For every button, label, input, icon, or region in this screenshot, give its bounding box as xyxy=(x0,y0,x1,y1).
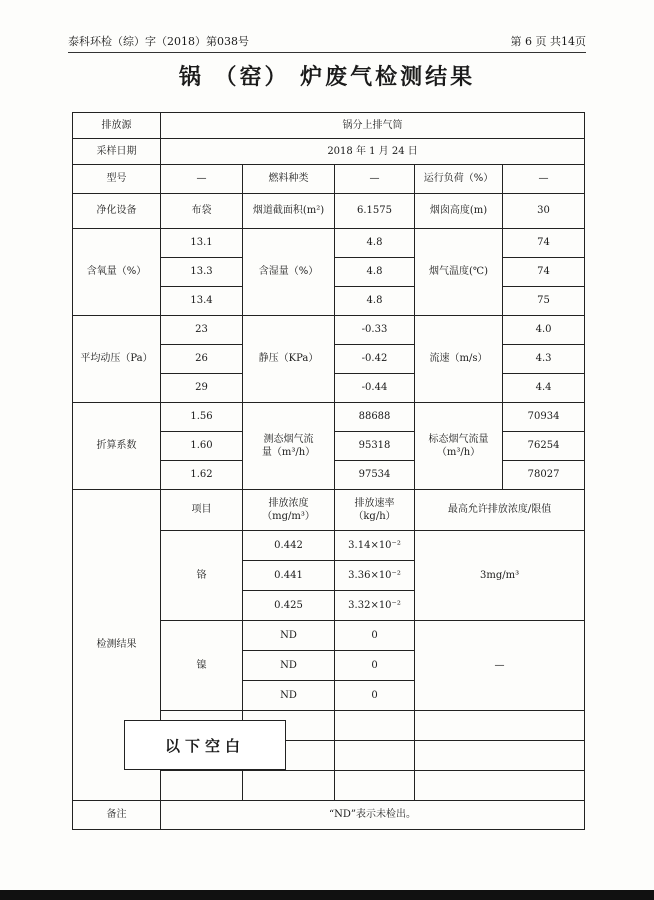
concentration-value: 0.441 xyxy=(243,561,335,591)
moisture-label: 含湿量（%） xyxy=(243,229,335,316)
oxygen-value: 13.1 xyxy=(161,229,243,258)
temp-value: 75 xyxy=(503,287,585,316)
table-row xyxy=(73,490,585,531)
pollutant-name: 铬 xyxy=(161,531,243,621)
measured-flow-label: 测态烟气流量（m³/h） xyxy=(243,403,335,490)
date-value: 2018 年 1 月 24 日 xyxy=(161,139,585,165)
area-label: 烟道截面积(m²) xyxy=(243,194,335,229)
purify-value: 布袋 xyxy=(161,194,243,229)
fuel-label: 燃料种类 xyxy=(243,165,335,194)
table-row xyxy=(73,403,585,432)
page-header xyxy=(68,30,586,53)
rate-header: 排放速率（kg/h） xyxy=(335,490,415,531)
limit-header: 最高允许排放浓度/限值 xyxy=(415,490,585,531)
page-number: 第 6 页 共14页 xyxy=(510,35,586,48)
temp-value: 74 xyxy=(503,229,585,258)
limit-value: 3mg/m³ xyxy=(415,531,585,621)
report-title: 锅 （窑） 炉废气检测结果 xyxy=(178,65,476,90)
rate-value: 0 xyxy=(335,651,415,681)
speed-label: 流速（m/s） xyxy=(415,316,503,403)
standard-flow-label: 标态烟气流量（m³/h） xyxy=(415,403,503,490)
speed-value: 4.0 xyxy=(503,316,585,345)
table-row xyxy=(73,801,585,830)
coefficient-value: 1.62 xyxy=(161,461,243,490)
moisture-value: 4.8 xyxy=(335,287,415,316)
blank-cell xyxy=(415,771,585,801)
rate-value: 3.32×10⁻² xyxy=(335,591,415,621)
rate-value: 3.14×10⁻² xyxy=(335,531,415,561)
limit-value: — xyxy=(415,621,585,711)
remark-value: “ND”表示未检出。 xyxy=(161,801,585,830)
concentration-value: ND xyxy=(243,651,335,681)
blank-cell xyxy=(335,711,415,741)
remark-label: 备注 xyxy=(73,801,161,830)
coefficient-value: 1.60 xyxy=(161,432,243,461)
blank-cell xyxy=(415,741,585,771)
concentration-value: 0.425 xyxy=(243,591,335,621)
date-label: 采样日期 xyxy=(73,139,161,165)
speed-value: 4.3 xyxy=(503,345,585,374)
rate-value: 0 xyxy=(335,621,415,651)
blank-cell xyxy=(335,771,415,801)
table-row xyxy=(73,139,585,165)
standard-flow-value: 70934 xyxy=(503,403,585,432)
temp-value: 74 xyxy=(503,258,585,287)
fuel-value: — xyxy=(335,165,415,194)
static-pressure-label: 静压（KPa） xyxy=(243,316,335,403)
table-row xyxy=(73,229,585,258)
dynamic-pressure-value: 29 xyxy=(161,374,243,403)
static-pressure-value: -0.44 xyxy=(335,374,415,403)
table-row xyxy=(73,316,585,345)
table-row xyxy=(73,113,585,139)
outlet-label: 排放源 xyxy=(73,113,161,139)
measured-flow-value: 88688 xyxy=(335,403,415,432)
measured-flow-value: 95318 xyxy=(335,432,415,461)
blank-notice: 以下空白 xyxy=(124,720,286,770)
temp-label: 烟气温度(℃) xyxy=(415,229,503,316)
blank-cell xyxy=(243,771,335,801)
dynamic-pressure-label: 平均动压（Pa） xyxy=(73,316,161,403)
purify-label: 净化设备 xyxy=(73,194,161,229)
height-label: 烟囱高度(m) xyxy=(415,194,503,229)
table-row xyxy=(73,165,585,194)
concentration-value: ND xyxy=(243,621,335,651)
moisture-value: 4.8 xyxy=(335,258,415,287)
load-label: 运行负荷（%） xyxy=(415,165,503,194)
coefficient-label: 折算系数 xyxy=(73,403,161,490)
outlet-value: 锅分上排气筒 xyxy=(161,113,585,139)
standard-flow-value: 76254 xyxy=(503,432,585,461)
rate-value: 3.36×10⁻² xyxy=(335,561,415,591)
result-label: 检测结果 xyxy=(73,490,161,801)
oxygen-label: 含氧量（%） xyxy=(73,229,161,316)
blank-cell xyxy=(335,741,415,771)
table-row xyxy=(73,194,585,229)
concentration-value: ND xyxy=(243,681,335,711)
dynamic-pressure-value: 23 xyxy=(161,316,243,345)
concentration-header: 排放浓度（mg/m³） xyxy=(243,490,335,531)
blank-cell xyxy=(415,711,585,741)
scan-edge xyxy=(0,890,654,900)
document-number: 泰科环检（综）字（2018）第038号 xyxy=(68,35,249,48)
concentration-value: 0.442 xyxy=(243,531,335,561)
dynamic-pressure-value: 26 xyxy=(161,345,243,374)
speed-value: 4.4 xyxy=(503,374,585,403)
model-value: — xyxy=(161,165,243,194)
measured-flow-value: 97534 xyxy=(335,461,415,490)
moisture-value: 4.8 xyxy=(335,229,415,258)
area-value: 6.1575 xyxy=(335,194,415,229)
height-value: 30 xyxy=(503,194,585,229)
pollutant-name: 镍 xyxy=(161,621,243,711)
coefficient-value: 1.56 xyxy=(161,403,243,432)
item-header: 项目 xyxy=(161,490,243,531)
blank-cell xyxy=(161,771,243,801)
static-pressure-value: -0.33 xyxy=(335,316,415,345)
model-label: 型号 xyxy=(73,165,161,194)
standard-flow-value: 78027 xyxy=(503,461,585,490)
oxygen-value: 13.3 xyxy=(161,258,243,287)
static-pressure-value: -0.42 xyxy=(335,345,415,374)
oxygen-value: 13.4 xyxy=(161,287,243,316)
load-value: — xyxy=(503,165,585,194)
rate-value: 0 xyxy=(335,681,415,711)
